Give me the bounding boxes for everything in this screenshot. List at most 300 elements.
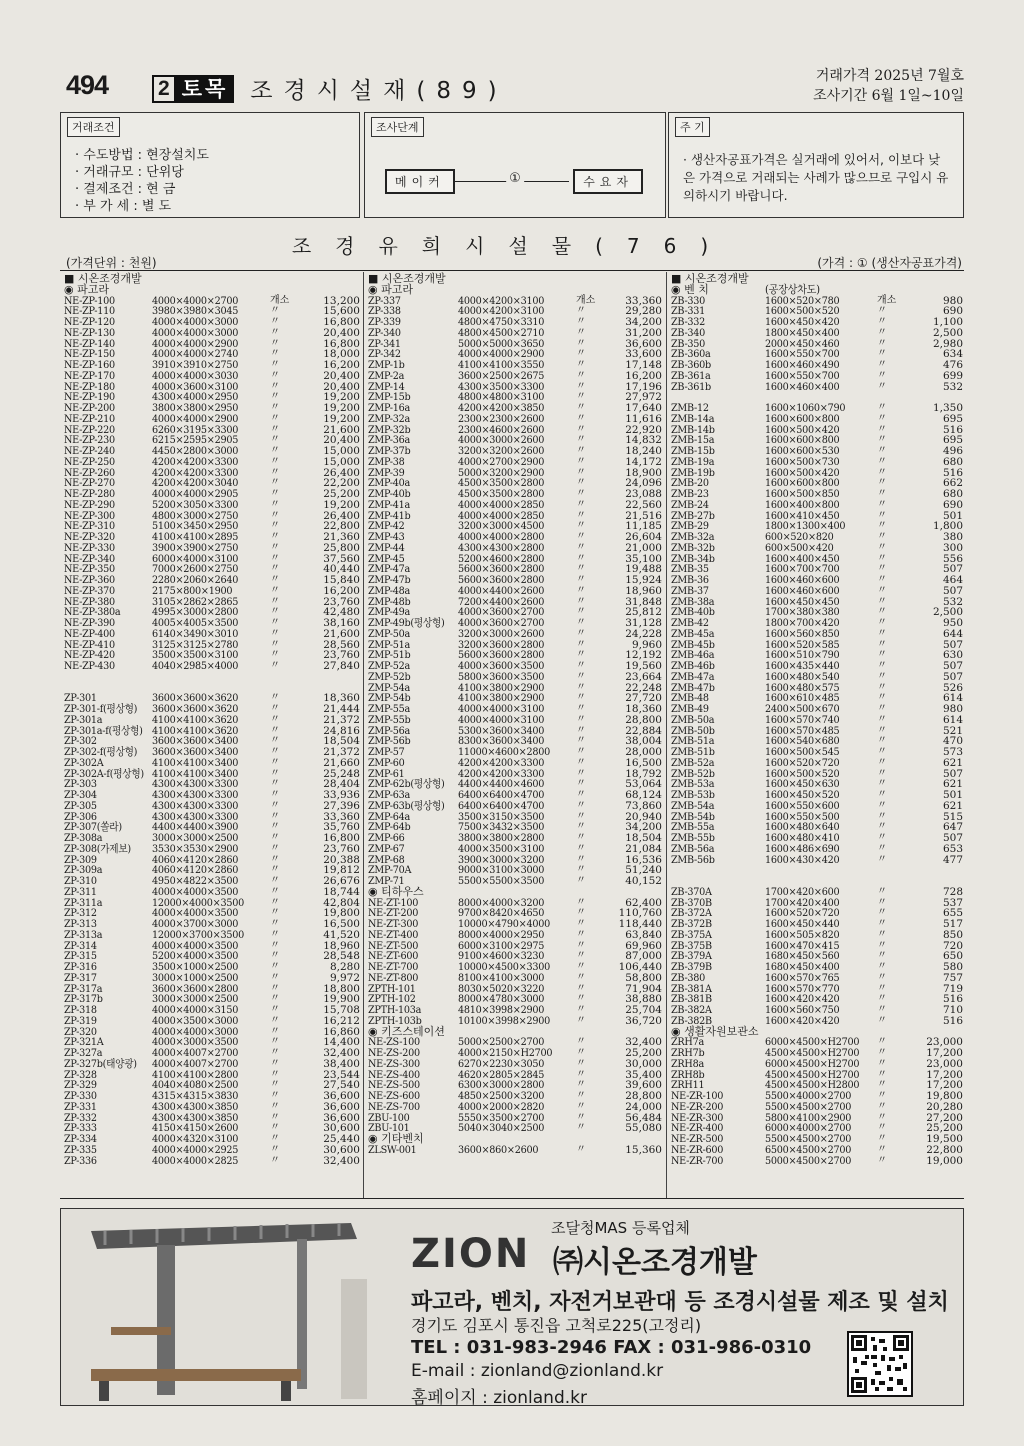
price-cell: 56,484 <box>625 1111 662 1124</box>
price-cell: 2,980 <box>932 337 963 350</box>
spec-cell: 1600×540×680 <box>765 735 840 748</box>
spec-cell: 4300×4300×3300 <box>152 789 239 801</box>
model-cell: ZP-317 <box>64 971 97 984</box>
table-row <box>368 1145 662 1156</box>
spec-cell: 5500×5500×3500 <box>458 875 545 887</box>
unit-cell: 〃 <box>877 746 887 757</box>
unit-cell: 〃 <box>270 746 280 757</box>
price-cell: 21,372 <box>323 746 360 758</box>
spec-cell: 12000×4000×3500 <box>152 896 244 909</box>
unit-cell: 〃 <box>877 337 887 349</box>
unit-cell: 〃 <box>576 703 586 714</box>
unit-cell: 〃 <box>877 638 887 650</box>
price-cell: 621 <box>942 799 963 812</box>
unit-cell: 〃 <box>877 832 887 843</box>
group-name: ◉ 파고라 <box>368 282 413 296</box>
price-cell: 23,544 <box>323 1068 360 1081</box>
model-cell: ZP-302-f(평상형) <box>64 746 138 758</box>
unit-cell: 〃 <box>877 445 887 456</box>
unit-cell: 〃 <box>576 660 586 671</box>
advertisement <box>60 1208 964 1406</box>
unit-cell: 개소 <box>877 294 897 306</box>
price-cell: 41,520 <box>323 928 360 941</box>
price-cell: 521 <box>942 724 963 737</box>
unit-cell: 〃 <box>576 391 586 403</box>
spec-cell: 5040×3040×2500 <box>458 1122 545 1135</box>
model-cell: NE-ZP-150 <box>64 348 115 361</box>
unit-cell: 〃 <box>877 961 887 972</box>
unit-cell: 〃 <box>877 617 887 628</box>
model-cell: NE-ZP-190 <box>64 391 115 404</box>
unit-cell: 〃 <box>270 767 280 779</box>
model-cell: ZP-329 <box>64 1079 97 1092</box>
unit-cell: 〃 <box>877 466 887 478</box>
spec-cell: 6140×3490×3010 <box>152 627 239 640</box>
price-cell: 18,960 <box>625 584 662 597</box>
unit-cell: 〃 <box>270 918 280 929</box>
spec-cell: 10000×4790×4000 <box>458 918 550 930</box>
homepage[interactable]: 홈페이지 : zionland.kr <box>411 1388 587 1406</box>
price-cell: 9,972 <box>329 971 360 984</box>
date-line-1: 거래가격 2025년 7월호 <box>815 68 964 84</box>
price-cell: 18,792 <box>625 767 662 780</box>
spec-cell: 4000×4000×2825 <box>152 1154 239 1167</box>
price-cell: 19,200 <box>323 498 360 511</box>
spec-cell: 3900×3900×2750 <box>152 541 239 554</box>
model-cell: ZMP-54a <box>368 681 410 694</box>
spec-cell: 4100×3800×2900 <box>458 692 545 705</box>
model-cell: ZMP-40b <box>368 488 411 500</box>
spec-cell: 1600×450×420 <box>765 316 840 328</box>
spec-cell: 1600×520×720 <box>765 907 840 920</box>
spec-cell: 5000×2500×2700 <box>458 1036 545 1049</box>
unit-cell: 〃 <box>576 584 586 596</box>
unit-cell: 〃 <box>877 348 887 360</box>
price-cell: 18,504 <box>323 735 360 748</box>
price-cell: 35,760 <box>323 821 360 834</box>
unit-cell: 〃 <box>877 359 887 370</box>
price-cell: 614 <box>942 692 963 705</box>
unit-cell: 〃 <box>270 606 280 618</box>
spec-cell: 3600×3600×3620 <box>152 692 239 705</box>
model-cell: ZRH11 <box>671 1079 705 1092</box>
model-cell: NE-ZS-600 <box>368 1090 420 1102</box>
price-cell: 36,720 <box>625 1014 662 1027</box>
spec-cell: 3200×3000×2600 <box>458 627 545 640</box>
unit-cell: 〃 <box>576 789 586 800</box>
price-cell: 516 <box>942 466 963 479</box>
price-cell: 28,560 <box>323 638 360 651</box>
price-cell: 15,924 <box>625 574 662 586</box>
model-cell: NE-ZP-390 <box>64 617 115 629</box>
model-cell: NE-ZP-290 <box>64 498 115 511</box>
price-cell: 31,848 <box>625 595 662 608</box>
spec-cell: 1600×400×450 <box>765 552 840 565</box>
model-cell: ZB-375A <box>671 928 712 941</box>
unit-cell: 〃 <box>576 509 586 521</box>
price-cell: 644 <box>942 627 963 640</box>
unit-cell: 〃 <box>270 563 280 575</box>
unit-cell: 〃 <box>877 531 887 542</box>
model-cell: ZBU-100 <box>368 1111 410 1124</box>
price-cell: 32,400 <box>625 1036 662 1049</box>
unit-cell: 〃 <box>877 606 887 618</box>
unit-cell: 〃 <box>576 681 586 693</box>
unit-cell: 〃 <box>877 423 887 435</box>
spec-cell: 1600×470×415 <box>765 939 840 952</box>
spec-cell: 1680×450×400 <box>765 961 840 973</box>
table-bottom-rule <box>60 1198 964 1199</box>
unit-cell: 〃 <box>576 1004 586 1015</box>
price-cell: 16,500 <box>625 756 662 769</box>
price-cell: 496 <box>942 445 963 457</box>
unit-cell: 〃 <box>576 402 586 413</box>
price-cell: 757 <box>942 971 963 984</box>
price-cell: 11,616 <box>625 412 662 425</box>
model-cell: NE-ZS-400 <box>368 1068 420 1081</box>
price-cell: 51,240 <box>625 864 662 877</box>
unit-cell: 〃 <box>877 1004 887 1015</box>
price-cell: 26,604 <box>625 531 662 543</box>
price-cell: 16,800 <box>323 337 360 350</box>
model-cell: ZMP-45 <box>368 552 405 565</box>
price-cell: 507 <box>942 584 963 597</box>
qr-code-icon[interactable] <box>847 1331 913 1397</box>
model-cell: ZMB-32a <box>671 531 715 543</box>
price-cell: 18,240 <box>625 445 662 457</box>
model-cell: ZMP-56b <box>368 735 411 748</box>
price-cell: 19,200 <box>323 412 360 425</box>
model-cell: NE-ZP-270 <box>64 477 115 490</box>
spec-cell: 1600×600×800 <box>765 434 840 447</box>
model-cell: ZMP-56a <box>368 724 410 737</box>
unit-cell: 〃 <box>270 402 280 413</box>
model-cell: ZMB-14a <box>671 412 715 425</box>
model-cell: NE-ZR-300 <box>671 1111 724 1124</box>
unit-cell: 〃 <box>270 821 280 833</box>
spec-cell: 5200×3050×3300 <box>152 498 239 511</box>
spec-cell: 1600×600×800 <box>765 477 840 490</box>
spec-cell: 1600×400×800 <box>765 498 840 511</box>
spec-cell: 5000×5000×3650 <box>458 337 545 350</box>
unit-cell: 〃 <box>576 595 586 607</box>
spec-cell: 4000×4000×2850 <box>458 498 545 511</box>
unit-cell: 〃 <box>576 488 586 499</box>
spec-cell: 4200×4200×3300 <box>458 756 545 769</box>
unit-cell: 〃 <box>576 939 586 951</box>
spec-cell: 1600×550×500 <box>765 810 840 823</box>
model-cell: NE-ZT-800 <box>368 971 419 984</box>
price-cell: 63,840 <box>625 928 662 941</box>
unit-cell: 〃 <box>877 1079 887 1091</box>
spec-cell: 6300×3000×2800 <box>458 1079 545 1092</box>
spec-cell: 4100×4100×2800 <box>152 1068 239 1081</box>
model-cell: ZB-381B <box>671 993 712 1006</box>
trade-conditions-label: 거래조건 <box>67 117 120 137</box>
spec-cell: 9100×4600×3230 <box>458 950 545 963</box>
price-cell: 850 <box>942 928 963 941</box>
unit-cell: 〃 <box>877 907 887 919</box>
spec-cell: 10000×4500×3300 <box>458 961 550 973</box>
unit-cell: 〃 <box>877 455 887 467</box>
unit-cell: 〃 <box>576 842 586 854</box>
section-number: 2 <box>152 75 176 103</box>
unit-cell: 〃 <box>270 789 280 800</box>
unit-cell: 〃 <box>270 1047 280 1058</box>
unit-cell: 〃 <box>877 1100 887 1112</box>
price-cell: 650 <box>942 950 963 963</box>
spec-cell: 3200×3000×4500 <box>458 520 545 533</box>
price-cell: 20,400 <box>323 380 360 393</box>
unit-cell: 〃 <box>270 896 280 908</box>
unit-cell: 〃 <box>877 1143 887 1155</box>
condition-item: · 부 가 세 : 별 도 <box>75 199 172 214</box>
price-cell: 23,000 <box>926 1057 963 1070</box>
spec-cell: 1800×450×400 <box>765 326 840 339</box>
price-cell: 15,360 <box>625 1143 662 1156</box>
unit-cell: 〃 <box>270 1111 280 1123</box>
unit-cell: 〃 <box>877 1122 887 1134</box>
unit-cell: 〃 <box>576 520 586 532</box>
model-cell: ZP-318 <box>64 1004 97 1016</box>
spec-cell: 4000×4000×3030 <box>152 369 239 382</box>
spec-cell: 4000×3500×3100 <box>458 842 545 855</box>
spec-cell: 4300×4300×2800 <box>458 541 545 554</box>
unit-cell: 〃 <box>576 832 586 843</box>
model-cell: ZP-317b <box>64 993 103 1006</box>
spec-cell: 4000×4007×2700 <box>152 1047 239 1059</box>
unit-cell: 〃 <box>877 649 887 661</box>
price-cell: 58,800 <box>625 971 662 984</box>
model-cell: ZMP-41b <box>368 509 411 522</box>
spec-cell: 4100×4100×3620 <box>152 713 239 726</box>
spec-cell: 1800×700×420 <box>765 617 840 629</box>
price-cell: 106,440 <box>618 961 662 973</box>
spec-cell: 4000×4000×2905 <box>152 488 239 500</box>
model-cell: ZP-334 <box>64 1133 97 1145</box>
spec-cell: 4000×3600×3100 <box>152 380 239 393</box>
spec-cell: 1600×610×485 <box>765 692 840 705</box>
spec-cell: 4620×2805×2845 <box>458 1068 545 1081</box>
price-cell: 507 <box>942 638 963 651</box>
unit-cell: 〃 <box>270 875 280 886</box>
price-cell: 30,600 <box>323 1143 360 1156</box>
unit-cell: 〃 <box>270 412 280 424</box>
model-cell: ZMB-56a <box>671 842 715 855</box>
unit-cell: 〃 <box>877 380 887 392</box>
unit-cell: 〃 <box>270 595 280 607</box>
model-cell: NE-ZT-100 <box>368 896 419 909</box>
price-cell: 34,200 <box>625 316 662 328</box>
condition-item: · 수도방법 : 현장설치도 <box>75 148 209 163</box>
model-cell: ZB-382A <box>671 1004 712 1016</box>
survey-date <box>813 66 964 106</box>
unit-cell: 〃 <box>877 326 887 338</box>
spec-cell: 5600×3600×2800 <box>458 574 545 586</box>
spec-cell: 3000×3000×2500 <box>152 832 239 844</box>
model-cell: ZMP-57 <box>368 746 405 758</box>
spec-cell: 1600×450×450 <box>765 595 840 608</box>
spec-cell: 6260×3195×3300 <box>152 423 239 436</box>
spec-cell: 4800×3000×2750 <box>152 509 239 522</box>
model-cell: NE-ZP-100 <box>64 294 115 307</box>
trade-conditions-list <box>75 147 209 215</box>
unit-cell: 개소 <box>270 294 290 306</box>
spec-cell: 1600×420×420 <box>765 993 840 1006</box>
email[interactable]: E-mail : zionland@zionland.kr <box>411 1361 664 1381</box>
price-cell: 27,540 <box>323 1079 360 1092</box>
unit-cell: 〃 <box>576 434 586 446</box>
unit-cell: 〃 <box>576 326 586 338</box>
spec-cell: 4000×4000×2900 <box>152 337 239 350</box>
model-cell: ZMP-51b <box>368 649 411 662</box>
model-cell: ZMB-54a <box>671 799 715 812</box>
model-cell: ZMP-48a <box>368 584 410 597</box>
model-cell: ZMP-61 <box>368 767 405 780</box>
unit-cell: 〃 <box>270 531 280 542</box>
price-cell: 19,200 <box>323 402 360 414</box>
unit-cell: 〃 <box>576 627 586 639</box>
unit-cell: 〃 <box>270 649 280 661</box>
spec-cell: 3000×1000×2500 <box>152 971 239 984</box>
unit-cell: 〃 <box>877 713 887 725</box>
unit-cell: 〃 <box>576 348 586 360</box>
price-cell: 53,064 <box>625 778 662 791</box>
spec-cell: 8000×4780×3000 <box>458 993 545 1006</box>
spec-cell: 2000×450×460 <box>765 337 840 350</box>
price-cell: 507 <box>942 670 963 683</box>
spec-cell: 4000×4000×2900 <box>152 412 239 425</box>
model-cell: ZMB-46a <box>671 649 715 662</box>
unit-cell: 〃 <box>270 660 280 671</box>
price-cell: 27,200 <box>926 1111 963 1124</box>
model-cell: ZMB-51a <box>671 735 715 748</box>
unit-cell: 〃 <box>877 520 887 532</box>
price-cell: 621 <box>942 756 963 769</box>
business-description: 파고라, 벤치, 자전거보관대 등 조경시설물 제조 및 설치 <box>411 1290 949 1315</box>
model-cell: ZPTH-102 <box>368 993 416 1006</box>
model-cell: ZMP-50a <box>368 627 410 640</box>
model-cell: NE-ZT-300 <box>368 918 419 930</box>
unit-cell: 〃 <box>576 369 586 381</box>
spec-cell: 1600×410×450 <box>765 509 840 522</box>
model-cell: ZMP-38 <box>368 455 405 468</box>
unit-cell: 〃 <box>270 1100 280 1112</box>
model-cell: ZP-309 <box>64 853 97 866</box>
spec-cell: 11000×4600×2800 <box>458 746 550 758</box>
model-cell: ZB-370B <box>671 896 712 909</box>
price-cell: 25,200 <box>625 1047 662 1059</box>
spec-cell: 6500×4500×2700 <box>765 1143 852 1156</box>
spec-cell: 4800×4500×2710 <box>458 326 545 339</box>
price-cell: 699 <box>942 369 963 382</box>
unit-cell: 〃 <box>576 466 586 478</box>
spec-cell: 1700×420×400 <box>765 896 840 909</box>
model-cell: ZMB-19b <box>671 466 715 479</box>
model-cell: NE-ZP-430 <box>64 660 115 672</box>
unit-cell: 〃 <box>877 552 887 564</box>
group-name: ◉ 생활자원보관소 <box>671 1024 759 1038</box>
model-cell: ZBU-101 <box>368 1122 410 1135</box>
unit-cell: 〃 <box>576 1079 586 1091</box>
spec-cell: 1600×570×740 <box>765 713 840 726</box>
price-cell: 22,800 <box>926 1143 963 1156</box>
unit-cell: 〃 <box>270 864 280 876</box>
spec-cell: 4000×3500×3000 <box>152 1014 239 1027</box>
spec-cell: 1600×560×850 <box>765 627 840 640</box>
spec-cell: 4000×4000×3500 <box>152 885 239 898</box>
unit-cell: 〃 <box>576 810 586 822</box>
price-cell: 35,400 <box>625 1068 662 1081</box>
model-cell: ZB-380 <box>671 971 706 984</box>
price-cell: 28,548 <box>323 950 360 963</box>
unit-cell: 〃 <box>576 692 586 704</box>
spec-cell: 5500×4500×2700 <box>765 1133 852 1145</box>
model-cell: ZMP-49a <box>368 606 410 619</box>
spec-cell: 4000×3600×3500 <box>458 660 545 672</box>
group-name: ◉ 벤 치 <box>671 282 709 296</box>
spec-cell: 4000×2000×2820 <box>458 1100 545 1113</box>
model-cell: ZMP-60 <box>368 756 405 769</box>
unit-cell: 〃 <box>877 509 887 521</box>
unit-cell: 〃 <box>877 1014 887 1026</box>
survey-mark: ① <box>506 171 524 186</box>
model-cell: ZMB-32b <box>671 541 715 554</box>
model-cell: NE-ZP-200 <box>64 402 115 414</box>
price-cell: 42,804 <box>323 896 360 909</box>
unit-cell: 〃 <box>576 574 586 585</box>
unit-cell: 〃 <box>270 724 280 736</box>
unit-cell: 〃 <box>877 498 887 510</box>
unit-cell: 〃 <box>270 423 280 435</box>
model-cell: NE-ZP-250 <box>64 455 115 468</box>
model-cell: ZP-342 <box>368 348 401 361</box>
price-cell: 23,760 <box>323 649 360 662</box>
spec-cell: 1600×550×700 <box>765 348 840 361</box>
spec-cell: 4040×2985×4000 <box>152 660 239 672</box>
model-cell: ZMP-66 <box>368 832 405 844</box>
unit-cell: 〃 <box>270 498 280 510</box>
spec-cell: 6000×4500×H2700 <box>765 1057 860 1070</box>
model-cell: ZP-312 <box>64 907 97 920</box>
price-cell: 380 <box>942 531 963 543</box>
price-cell: 23,760 <box>323 595 360 608</box>
model-cell: ZB-361a <box>671 369 711 382</box>
unit-cell: 〃 <box>576 359 586 370</box>
spec-cell: 1600×570×765 <box>765 971 840 984</box>
price-cell: 532 <box>942 380 963 393</box>
unit-cell: 〃 <box>877 541 887 553</box>
price-cell: 515 <box>942 810 963 823</box>
price-cell: 17,196 <box>625 380 662 393</box>
page-number: 494 <box>66 70 109 100</box>
model-cell: ZP-306 <box>64 810 97 823</box>
model-cell: ZMB-23 <box>671 488 709 500</box>
price-cell: 16,536 <box>625 853 662 866</box>
price-cell: 300 <box>942 541 963 554</box>
price-cell: 690 <box>942 498 963 511</box>
spec-cell: 1600×500×420 <box>765 466 840 479</box>
unit-cell: 〃 <box>576 1122 586 1134</box>
unit-cell: 〃 <box>270 1014 280 1026</box>
model-cell: NE-ZP-370 <box>64 584 115 597</box>
unit-cell: 〃 <box>270 853 280 865</box>
model-cell: ZRH7a <box>671 1036 704 1049</box>
spec-cell: 4000×3700×3000 <box>152 918 239 930</box>
model-cell: ZMP-55b <box>368 713 411 726</box>
price-cell: 18,360 <box>323 692 360 705</box>
unit-cell: 〃 <box>270 1057 280 1069</box>
